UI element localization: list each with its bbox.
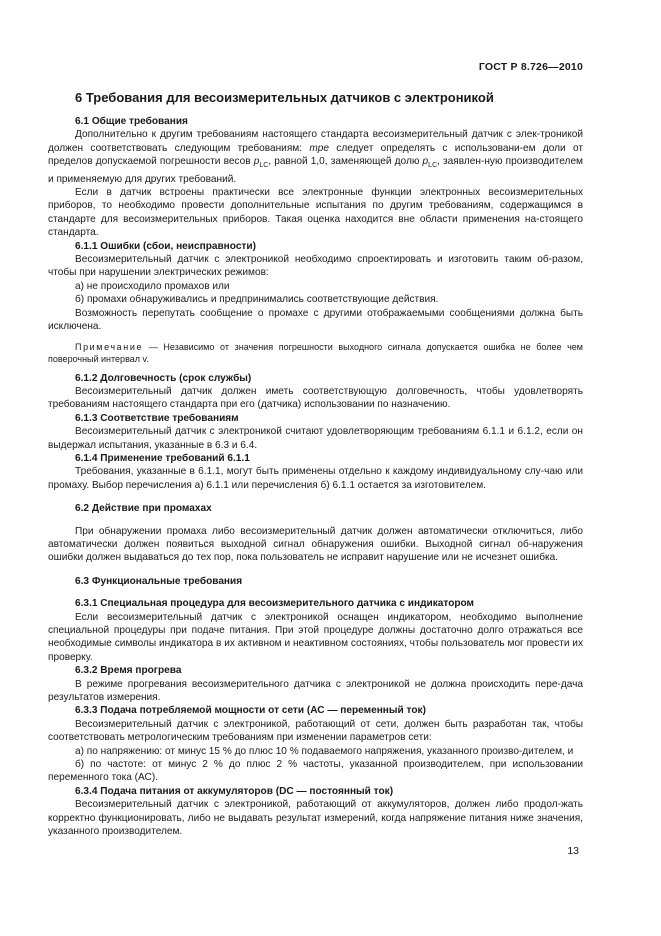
paragraph-6-1-2: Если в датчик встроены практически все электронные функции электронных весоизмерительных приборов, то необходимо провести дополнительные испытания по другим требованиям, содержащимся в стандарте для весоизмерительных приборов. Такая оценка находится вне области применения на-стоящего стандарта. [48, 187, 583, 239]
paragraph-6-2-body: При обнаружении промаха либо весоизмерительный датчик должен автоматически отключиться, либо автоматически должен появиться выходной сигнал обнаружения ошибки. Выходной сигнал об-наружения ошибки должен выдаваться до тех пор, пока пользователь не исправит нарушение или не исчезнет ошибка. [48, 525, 583, 564]
paragraph-6-1-2-body: Весоизмерительный датчик должен иметь соответствующую долговечность, чтобы удовлетворять требованиям настоящего стандарта при его (датчика) использовании по назначению. [48, 385, 583, 411]
subsection-6-3-1-title: 6.3.1 Специальная процедура для весоизмерительного датчика с индикатором [75, 598, 475, 610]
document-code: ГОСТ Р 8.726—2010 [478, 61, 583, 73]
paragraph-6-1-1: Дополнительно к другим требованиям настоящего стандарта весоизмерительный датчик с элек-троникой должен соответствовать следующим требованиям: mpe следует определять с использовани-ем доли от пределов допускаемой погрешности весов $p_{LC}$, равной 1,0, заменяющей долю $p_{LC}$, заявлен-ную производителем и применяемую для других требований. [48, 129, 583, 185]
list-item-b: б) промахи обнаруживались и предпринимались соответствующие действия. [75, 294, 439, 306]
paragraph-6-1-1-intro: Весоизмерительный датчик с электроникой необходимо спроектировать и изготовить таким об-разом, чтобы при нарушении электрических режимов: [48, 254, 583, 279]
paragraph-6-1-1-end: Возможность перепутать сообщение о промахе с другими отображаемыми сообщениями должна быть исключена. [48, 307, 583, 333]
page-content [48, 90, 583, 839]
paragraph-6-3-4-body: Весоизмерительный датчик с электроникой, работающий от аккумуляторов, должен либо продол-жать корректно функционировать, либо не выдавать результат измерений, когда напряжение питания ниже значения, указанного производителем. [48, 799, 583, 838]
subsection-6-1-3-title: 6.1.3 Соответствие требованиям [75, 412, 239, 424]
subsection-6-1-1-title: 6.1.1 Ошибки (сбои, неисправности) [75, 240, 256, 252]
subsection-6-3-3-title: 6.3.3 Подача потребляемой мощности от сети (АС — переменный ток) [75, 705, 426, 717]
subsection-6-1-2-title: 6.1.2 Долговечность (срок службы) [75, 372, 252, 384]
note [48, 341, 583, 365]
list-item-voltage: а) по напряжению: от минус 15 % до плюс 10 % подаваемого напряжения, указанного произво-дителем, и [75, 745, 574, 757]
note-text: — Независимо от значения погрешности выходного сигнала допускается ошибка не более чем поверочный интервал v. [48, 341, 583, 364]
subsection-6-3-2-title: 6.3.2 Время прогрева [75, 665, 182, 677]
section-title: 6 Требования для весоизмерительных датчиков с электроникой [75, 90, 494, 105]
page-number: 13 [567, 845, 579, 857]
paragraph-6-3-2-body: В режиме прогревания весоизмерительного датчика с электроникой не должна происходить пере-дача результатов измерения. [48, 678, 583, 704]
paragraph-6-1-4-body: Требования, указанные в 6.1.1, могут быть применены отдельно к каждому индивидуальному слу-чаю или промаху. Выбор перечисления а) 6.1.1 или перечисления б) 6.1.1 остается за изготовителем. [48, 466, 583, 491]
paragraph-6-3-3-body: Весоизмерительный датчик с электроникой, работающий от сети, должен быть разработан так, чтобы соответствовать метрологическим требованиям при изменении параметров сети: [48, 718, 583, 744]
note-label: Примечание [75, 341, 144, 352]
list-item-a: а) не происходило промахов или [75, 280, 230, 292]
subsection-6-1-4-title: 6.1.4 Применение требований 6.1.1 [75, 452, 250, 464]
paragraph-6-1-3-body: Весоизмерительный датчик с электроникой считают удовлетворяющим требованиям 6.1.1 и 6.1.2, если он выдержал испытания, указанные в 6.3 и 6.4. [48, 426, 583, 451]
list-item-frequency: б) по частоте: от минус 2 % до плюс 2 % частоты, указанной производителем, при использовании переменного тока (АС). [48, 759, 583, 784]
subsection-6-1-title: 6.1 Общие требования [75, 116, 188, 127]
paragraph-6-3-1-body: Если весоизмерительный датчик с электроникой оснащен индикатором, необходимо выполнение специальной процедуры при подаче питания. При этой процедуре должны достаточно долго отражаться все необходимые символы индикатора в их активном и неактивном состояниях, чтобы пользователь мог провести их проверку. [48, 611, 583, 663]
subsection-6-2-title: 6.2 Действие при промахах [75, 503, 212, 515]
subsection-6-3-title: 6.3 Функциональные требования [75, 575, 243, 587]
subsection-6-3-4-title: 6.3.4 Подача питания от аккумуляторов (DC — постоянный ток) [75, 785, 394, 797]
